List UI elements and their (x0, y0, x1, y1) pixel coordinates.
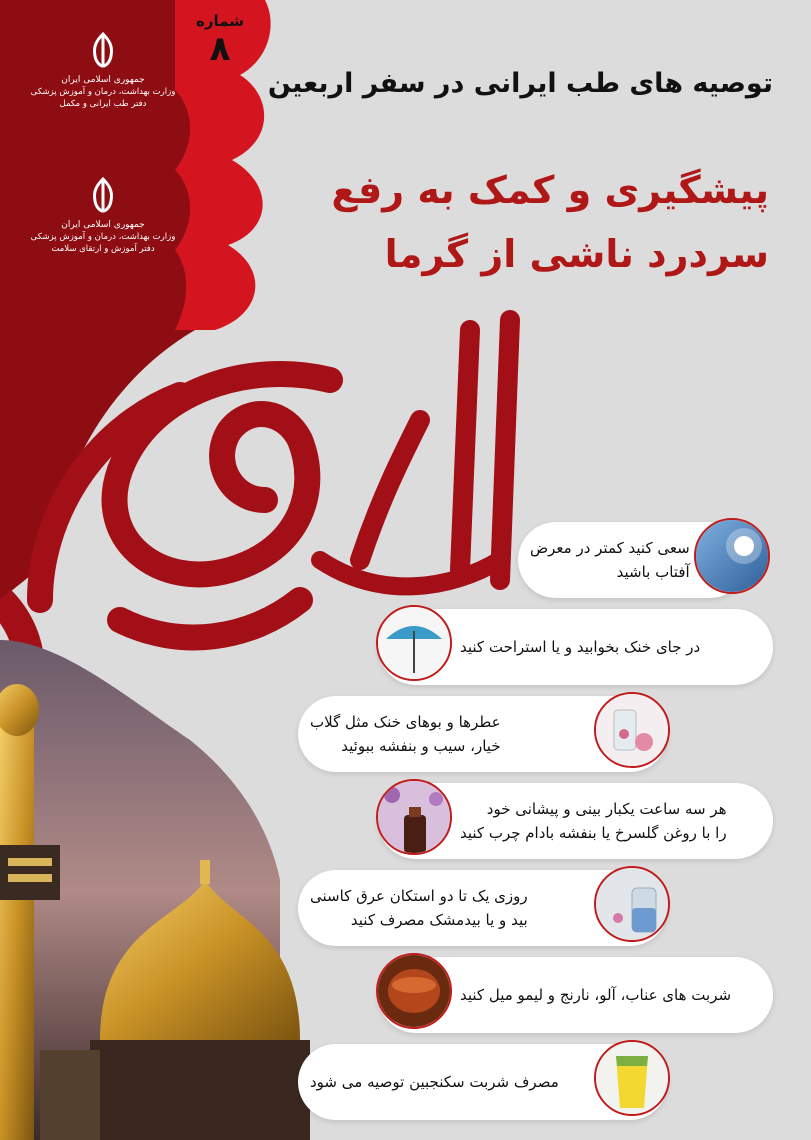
logo-line-3: دفتر طب ایرانی و مکمل (59, 99, 147, 109)
emblem-icon (83, 175, 123, 215)
umbrella-icon (376, 605, 452, 681)
rose-water-icon (594, 692, 670, 768)
distillate-bottle-icon (594, 866, 670, 942)
syrup-icon (376, 953, 452, 1029)
page-title: توصیه های طب ایرانی در سفر اربعین (267, 68, 773, 99)
logo-line-1: جمهوری اسلامی ایران (61, 220, 145, 230)
ministry-logo-1 (28, 30, 178, 110)
minaret (0, 700, 34, 1140)
oil-bottle-icon (376, 779, 452, 855)
logo-line-2: وزارت بهداشت، درمان و آموزش پزشکی (30, 87, 176, 97)
logo-line-2: وزارت بهداشت، درمان و آموزش پزشکی (30, 232, 176, 242)
issue-badge (170, 6, 270, 92)
tip-text: هر سه ساعت یکبار بینی و پیشانی خود را با روغن گلسرخ یا بنفشه بادام چرب کنید (460, 800, 727, 842)
subtitle-line-2: سردرد ناشی از گرما (384, 232, 769, 276)
ministry-logo-2 (28, 175, 178, 255)
tip-text: در جای خنک بخوابید و یا استراحت کنید (460, 638, 701, 656)
tip-text: سعی کنید کمتر در معرض آفتاب باشید (530, 539, 690, 581)
tip-text: روزی یک تا دو استکان عرق کاسنی بید و یا بیدمشک مصرف کنید (310, 887, 528, 929)
sun-icon (694, 518, 770, 594)
tip-text: عطرها و بوهای خنک مثل گلاب خیار، سیب و بنفشه ببوئید (310, 713, 501, 755)
tip-text: شربت های عناب، آلو، نارنج و لیمو میل کنید (460, 986, 732, 1004)
logo-line-1: جمهوری اسلامی ایران (61, 75, 145, 85)
sekanjabin-glass-icon (594, 1040, 670, 1116)
issue-label: شماره (196, 12, 244, 30)
tip-text: مصرف شربت سکنجبین توصیه می شود (310, 1073, 559, 1091)
logo-line-3: دفتر آموزش و ارتقای سلامت (51, 244, 155, 254)
subtitle-line-1: پیشگیری و کمک به رفع (331, 168, 769, 212)
issue-number: ۸ (209, 29, 231, 69)
emblem-icon (83, 30, 123, 70)
